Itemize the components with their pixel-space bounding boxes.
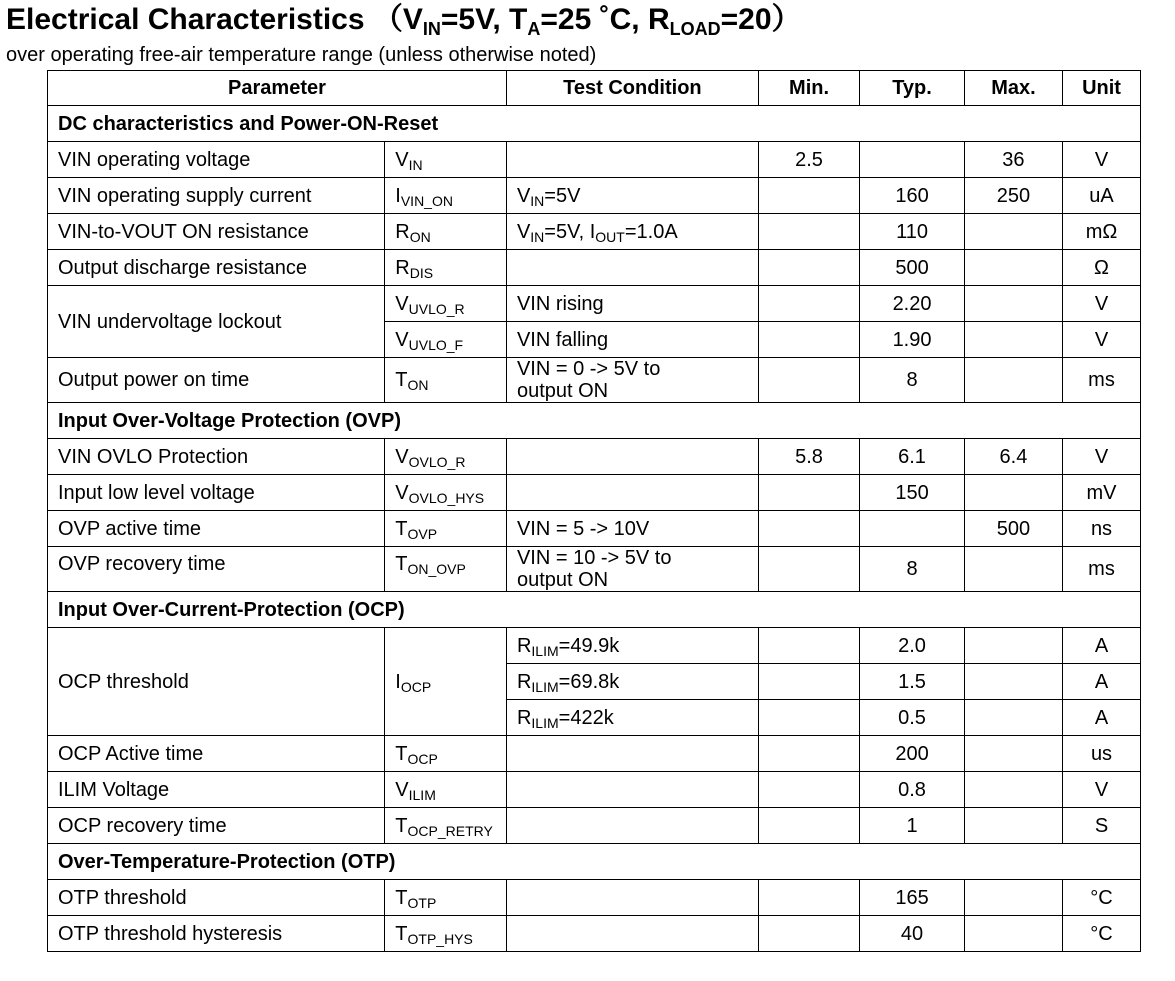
typ-cell: 1.5 bbox=[860, 664, 965, 700]
symbol-cell bbox=[385, 358, 507, 403]
cond-line-2: output ON bbox=[516, 569, 609, 591]
table-row bbox=[48, 808, 1141, 844]
table-row bbox=[48, 178, 1141, 214]
condition-cell bbox=[506, 178, 758, 214]
min-cell bbox=[758, 700, 859, 736]
section-dc: DC characteristics and Power-ON-Reset bbox=[48, 106, 1141, 142]
section-row bbox=[48, 844, 1141, 880]
unit-cell: A bbox=[1063, 664, 1141, 700]
min-cell: 2.5 bbox=[758, 142, 859, 178]
symbol-main: I bbox=[395, 670, 401, 693]
condition-cell bbox=[506, 439, 758, 475]
typ-cell: 1 bbox=[860, 808, 965, 844]
param-cell: OCP recovery time bbox=[48, 808, 385, 844]
header-test-condition: Test Condition bbox=[506, 71, 758, 106]
symbol-cell bbox=[385, 475, 507, 511]
symbol-cell bbox=[385, 880, 507, 916]
min-cell bbox=[758, 214, 859, 250]
typ-cell: 165 bbox=[860, 880, 965, 916]
symbol-main: T bbox=[395, 922, 408, 945]
max-cell: 500 bbox=[964, 511, 1062, 547]
max-cell bbox=[964, 700, 1062, 736]
condition-cell bbox=[506, 772, 758, 808]
symbol-sub: OTP bbox=[407, 894, 437, 911]
symbol-cell bbox=[385, 808, 507, 844]
table-row bbox=[48, 547, 1141, 592]
typ-cell: 160 bbox=[860, 178, 965, 214]
typ-cell: 500 bbox=[860, 250, 965, 286]
unit-cell: A bbox=[1063, 700, 1141, 736]
param-cell: VIN-to-VOUT ON resistance bbox=[48, 214, 385, 250]
symbol-main: T bbox=[395, 369, 408, 391]
max-cell bbox=[964, 322, 1062, 358]
table-row bbox=[48, 772, 1141, 808]
cond-sub: ILIM bbox=[531, 714, 559, 731]
condition-cell bbox=[506, 547, 758, 592]
cond-rest: =422k bbox=[558, 706, 614, 729]
unit-cell: A bbox=[1063, 628, 1141, 664]
header-unit: Unit bbox=[1063, 71, 1141, 106]
section-otp: Over-Temperature-Protection (OTP) bbox=[48, 844, 1141, 880]
typ-cell: 200 bbox=[860, 736, 965, 772]
symbol-cell bbox=[385, 322, 507, 358]
unit-cell: ns bbox=[1063, 511, 1141, 547]
symbol-sub: ON bbox=[407, 377, 429, 393]
cond-line-1: VIN = 10 -> 5V to bbox=[516, 547, 672, 569]
title-v: V bbox=[402, 3, 423, 36]
max-cell: 6.4 bbox=[964, 439, 1062, 475]
cond-main: V bbox=[516, 220, 531, 243]
condition-cell bbox=[506, 664, 758, 700]
section-row bbox=[48, 592, 1141, 628]
unit-cell: us bbox=[1063, 736, 1141, 772]
cond-sub-2: OUT bbox=[595, 228, 625, 245]
title-r-sub: LOAD bbox=[669, 19, 721, 39]
max-cell bbox=[964, 808, 1062, 844]
min-cell bbox=[758, 628, 859, 664]
condition-cell bbox=[506, 808, 758, 844]
cond-rest: =69.8k bbox=[558, 670, 620, 693]
unit-cell: °C bbox=[1063, 880, 1141, 916]
max-cell bbox=[964, 880, 1062, 916]
param-cell: ILIM Voltage bbox=[48, 772, 385, 808]
electrical-characteristics-table bbox=[47, 70, 1141, 952]
unit-cell: V bbox=[1063, 286, 1141, 322]
header-max: Max. bbox=[964, 71, 1062, 106]
cond-rest: =49.9k bbox=[558, 634, 620, 657]
typ-cell: 0.8 bbox=[860, 772, 965, 808]
symbol-main: I bbox=[395, 184, 401, 207]
cond-rest: =5V bbox=[544, 184, 581, 207]
unit-cell: V bbox=[1063, 772, 1141, 808]
param-cell: VIN OVLO Protection bbox=[48, 439, 385, 475]
symbol-sub: OCP bbox=[407, 750, 438, 767]
cond-sub: ILIM bbox=[531, 642, 559, 659]
title-v-val: =5V, bbox=[440, 3, 510, 36]
param-cell: OVP active time bbox=[48, 511, 385, 547]
symbol-sub: OCP_RETRY bbox=[407, 822, 493, 839]
unit-cell: mV bbox=[1063, 475, 1141, 511]
table-row bbox=[48, 628, 1141, 664]
min-cell bbox=[758, 880, 859, 916]
symbol-main: V bbox=[395, 778, 409, 801]
min-cell bbox=[758, 736, 859, 772]
condition-cell: VIN = 5 -> 10V bbox=[506, 511, 758, 547]
symbol-main: T bbox=[395, 814, 408, 837]
param-cell: OTP threshold bbox=[48, 880, 385, 916]
param-cell: OTP threshold hysteresis bbox=[48, 916, 385, 952]
title-text: Electrical Characteristics bbox=[6, 3, 365, 36]
typ-cell bbox=[860, 511, 965, 547]
page-title bbox=[6, 0, 802, 40]
cond-sub: ILIM bbox=[531, 678, 559, 695]
unit-cell: V bbox=[1063, 439, 1141, 475]
typ-cell: 150 bbox=[860, 475, 965, 511]
table-row bbox=[48, 736, 1141, 772]
typ-cell: 8 bbox=[860, 547, 965, 592]
header-typ: Typ. bbox=[860, 71, 965, 106]
symbol-cell bbox=[385, 736, 507, 772]
table-row bbox=[48, 214, 1141, 250]
min-cell bbox=[758, 286, 859, 322]
min-cell bbox=[758, 511, 859, 547]
symbol-main: T bbox=[395, 886, 408, 909]
unit-cell: uA bbox=[1063, 178, 1141, 214]
typ-cell: 40 bbox=[860, 916, 965, 952]
max-cell: 250 bbox=[964, 178, 1062, 214]
symbol-cell bbox=[385, 178, 507, 214]
symbol-sub: OVP bbox=[407, 525, 438, 542]
symbol-cell bbox=[385, 286, 507, 322]
table-row bbox=[48, 439, 1141, 475]
condition-cell bbox=[506, 358, 758, 403]
symbol-cell bbox=[385, 142, 507, 178]
symbol-main: V bbox=[395, 148, 409, 171]
symbol-main: T bbox=[395, 742, 408, 765]
subtitle: over operating free-air temperature range (unless otherwise noted) bbox=[6, 44, 597, 66]
unit-cell: °C bbox=[1063, 916, 1141, 952]
table-row bbox=[48, 286, 1141, 322]
section-row bbox=[48, 106, 1141, 142]
unit-cell: ms bbox=[1063, 358, 1141, 403]
symbol-cell bbox=[385, 916, 507, 952]
min-cell bbox=[758, 664, 859, 700]
typ-cell: 6.1 bbox=[860, 439, 965, 475]
symbol-sub: UVLO_F bbox=[408, 336, 464, 353]
symbol-sub: OVLO_R bbox=[408, 453, 466, 470]
table-row bbox=[48, 358, 1141, 403]
cond-rest: =1.0A bbox=[624, 220, 678, 243]
condition-cell: VIN falling bbox=[506, 322, 758, 358]
unit-cell: V bbox=[1063, 142, 1141, 178]
max-cell bbox=[964, 214, 1062, 250]
symbol-sub: OTP_HYS bbox=[407, 930, 473, 947]
cond-main: R bbox=[516, 706, 532, 729]
symbol-main: V bbox=[395, 292, 409, 315]
symbol-cell bbox=[385, 214, 507, 250]
condition-cell bbox=[506, 916, 758, 952]
min-cell bbox=[758, 916, 859, 952]
title-r: R bbox=[647, 3, 670, 36]
symbol-main: V bbox=[395, 328, 409, 351]
symbol-sub: IN bbox=[408, 156, 423, 173]
cond-line-2: output ON bbox=[516, 380, 609, 402]
max-cell: 36 bbox=[964, 142, 1062, 178]
max-cell bbox=[964, 250, 1062, 286]
condition-cell bbox=[506, 475, 758, 511]
min-cell bbox=[758, 178, 859, 214]
unit-cell: mΩ bbox=[1063, 214, 1141, 250]
table-row bbox=[48, 916, 1141, 952]
symbol-sub: ON_OVP bbox=[407, 561, 466, 577]
max-cell bbox=[964, 736, 1062, 772]
title-v-sub: IN bbox=[422, 19, 441, 39]
max-cell bbox=[964, 772, 1062, 808]
table-row bbox=[48, 880, 1141, 916]
min-cell bbox=[758, 358, 859, 403]
param-cell: Input low level voltage bbox=[48, 475, 385, 511]
min-cell: 5.8 bbox=[758, 439, 859, 475]
symbol-sub: UVLO_R bbox=[408, 300, 465, 317]
header-parameter: Parameter bbox=[48, 71, 507, 106]
max-cell bbox=[964, 916, 1062, 952]
title-t-val: =25 ˚C, bbox=[540, 3, 648, 36]
header-min: Min. bbox=[758, 71, 859, 106]
table-row bbox=[48, 475, 1141, 511]
param-cell: OVP recovery time bbox=[48, 547, 385, 592]
title-paren-open: （ bbox=[372, 3, 403, 36]
min-cell bbox=[758, 808, 859, 844]
title-t: T bbox=[509, 3, 528, 36]
typ-cell: 1.90 bbox=[860, 322, 965, 358]
symbol-cell bbox=[385, 439, 507, 475]
table-row bbox=[48, 511, 1141, 547]
max-cell bbox=[964, 628, 1062, 664]
symbol-sub: VIN_ON bbox=[400, 192, 453, 209]
symbol-sub: ILIM bbox=[408, 786, 436, 803]
section-ocp: Input Over-Current-Protection (OCP) bbox=[48, 592, 1141, 628]
typ-cell bbox=[860, 142, 965, 178]
param-cell: VIN operating voltage bbox=[48, 142, 385, 178]
unit-cell: ms bbox=[1063, 547, 1141, 592]
condition-cell bbox=[506, 250, 758, 286]
max-cell bbox=[964, 475, 1062, 511]
symbol-sub: OCP bbox=[400, 678, 432, 695]
typ-cell: 2.20 bbox=[860, 286, 965, 322]
symbol-cell bbox=[385, 511, 507, 547]
typ-cell: 0.5 bbox=[860, 700, 965, 736]
symbol-main: R bbox=[395, 220, 410, 243]
min-cell bbox=[758, 547, 859, 592]
min-cell bbox=[758, 322, 859, 358]
condition-cell bbox=[506, 700, 758, 736]
symbol-cell bbox=[385, 547, 507, 592]
condition-cell: VIN rising bbox=[506, 286, 758, 322]
cond-sub: IN bbox=[530, 228, 545, 245]
cond-main: R bbox=[516, 670, 532, 693]
max-cell bbox=[964, 286, 1062, 322]
cond-sub: IN bbox=[530, 192, 545, 209]
param-cell: Output power on time bbox=[48, 358, 385, 403]
param-cell: OCP Active time bbox=[48, 736, 385, 772]
param-cell: VIN operating supply current bbox=[48, 178, 385, 214]
param-cell: VIN undervoltage lockout bbox=[48, 286, 385, 358]
symbol-sub: OVLO_HYS bbox=[408, 489, 485, 506]
min-cell bbox=[758, 475, 859, 511]
param-cell: OCP threshold bbox=[48, 628, 385, 736]
typ-cell: 110 bbox=[860, 214, 965, 250]
symbol-sub: DIS bbox=[409, 264, 434, 281]
condition-cell bbox=[506, 628, 758, 664]
cond-line-1: VIN = 0 -> 5V to bbox=[516, 358, 661, 380]
title-t-sub: A bbox=[527, 19, 541, 39]
min-cell bbox=[758, 250, 859, 286]
typ-cell: 8 bbox=[860, 358, 965, 403]
symbol-cell bbox=[385, 250, 507, 286]
table-row bbox=[48, 142, 1141, 178]
condition-cell bbox=[506, 142, 758, 178]
section-ovp: Input Over-Voltage Protection (OVP) bbox=[48, 403, 1141, 439]
param-cell: Output discharge resistance bbox=[48, 250, 385, 286]
unit-cell: V bbox=[1063, 322, 1141, 358]
symbol-cell bbox=[385, 772, 507, 808]
symbol-main: T bbox=[395, 517, 408, 540]
title-r-val: =20 bbox=[720, 3, 772, 36]
condition-cell bbox=[506, 214, 758, 250]
unit-cell: Ω bbox=[1063, 250, 1141, 286]
max-cell bbox=[964, 358, 1062, 403]
min-cell bbox=[758, 772, 859, 808]
symbol-main: T bbox=[395, 553, 408, 575]
condition-cell bbox=[506, 736, 758, 772]
cond-main: R bbox=[516, 634, 532, 657]
symbol-main: V bbox=[395, 445, 409, 468]
section-row bbox=[48, 403, 1141, 439]
cond-mid: =5V, I bbox=[544, 220, 596, 243]
max-cell bbox=[964, 664, 1062, 700]
condition-cell bbox=[506, 880, 758, 916]
table-header-row bbox=[48, 71, 1141, 106]
cond-main: V bbox=[516, 184, 531, 207]
symbol-main: V bbox=[395, 481, 409, 504]
table-row bbox=[48, 250, 1141, 286]
symbol-cell bbox=[385, 628, 507, 736]
symbol-sub: ON bbox=[409, 228, 431, 245]
typ-cell: 2.0 bbox=[860, 628, 965, 664]
max-cell bbox=[964, 547, 1062, 592]
title-paren-close: ） bbox=[771, 3, 802, 36]
unit-cell: S bbox=[1063, 808, 1141, 844]
symbol-main: R bbox=[395, 256, 410, 279]
